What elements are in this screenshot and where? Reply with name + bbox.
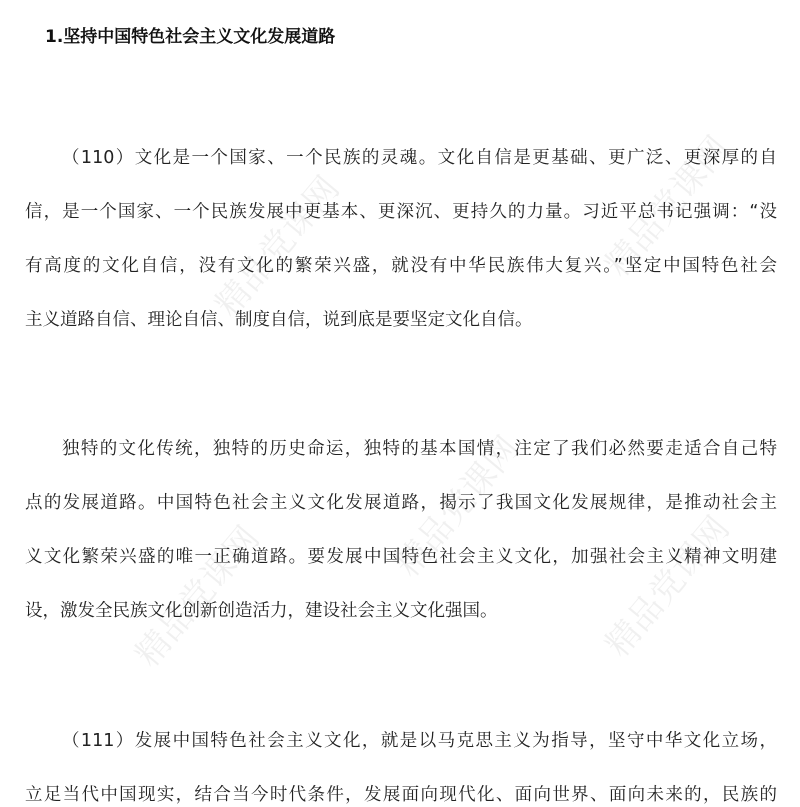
watermark: 精品党课网 [597,128,738,285]
paragraph-line: 独特的文化传统，独特的历史命运，独特的基本国情，注定了我们必然要走适合自己特 [62,439,777,459]
paragraph-line: 点的发展道路。中国特色社会主义文化发展道路，揭示了我国文化发展规律，是推动社会主 [25,493,777,513]
paragraph-line: 立足当代中国现实，结合当今时代条件，发展面向现代化、面向世界、面向未来的，民族的 [25,785,777,805]
paragraph-line: 义文化繁荣兴盛的唯一正确道路。要发展中国特色社会主义文化，加强社会主义精神文明建 [25,547,777,567]
paragraph-line: 信，是一个国家、一个民族发展中更基本、更深沉、更持久的力量。习近平总书记强调：“没 [25,202,777,222]
watermark: 精品党课网 [387,428,528,585]
paragraph-line: 设，激发全民族文化创新创造活力，建设社会主义文化强国。 [25,601,498,621]
watermark: 精品党课网 [597,508,738,665]
paragraph-line: 主义道路自信、理论自信、制度自信，说到底是要坚定文化自信。 [25,310,533,330]
paragraph-line: （110）文化是一个国家、一个民族的灵魂。文化自信是更基础、更广泛、更深厚的自 [62,148,777,168]
watermark: 精品党课网 [127,518,268,675]
paragraph-line: 有高度的文化自信，没有文化的繁荣兴盛，就没有中华民族伟大复兴。”坚定中国特色社会 [25,256,777,276]
section-heading: 1.坚持中国特色社会主义文化发展道路 [45,27,336,47]
paragraph-line: （111）发展中国特色社会主义文化，就是以马克思主义为指导，坚守中华文化立场， [62,731,777,751]
watermark: 精品党课网 [207,168,348,325]
